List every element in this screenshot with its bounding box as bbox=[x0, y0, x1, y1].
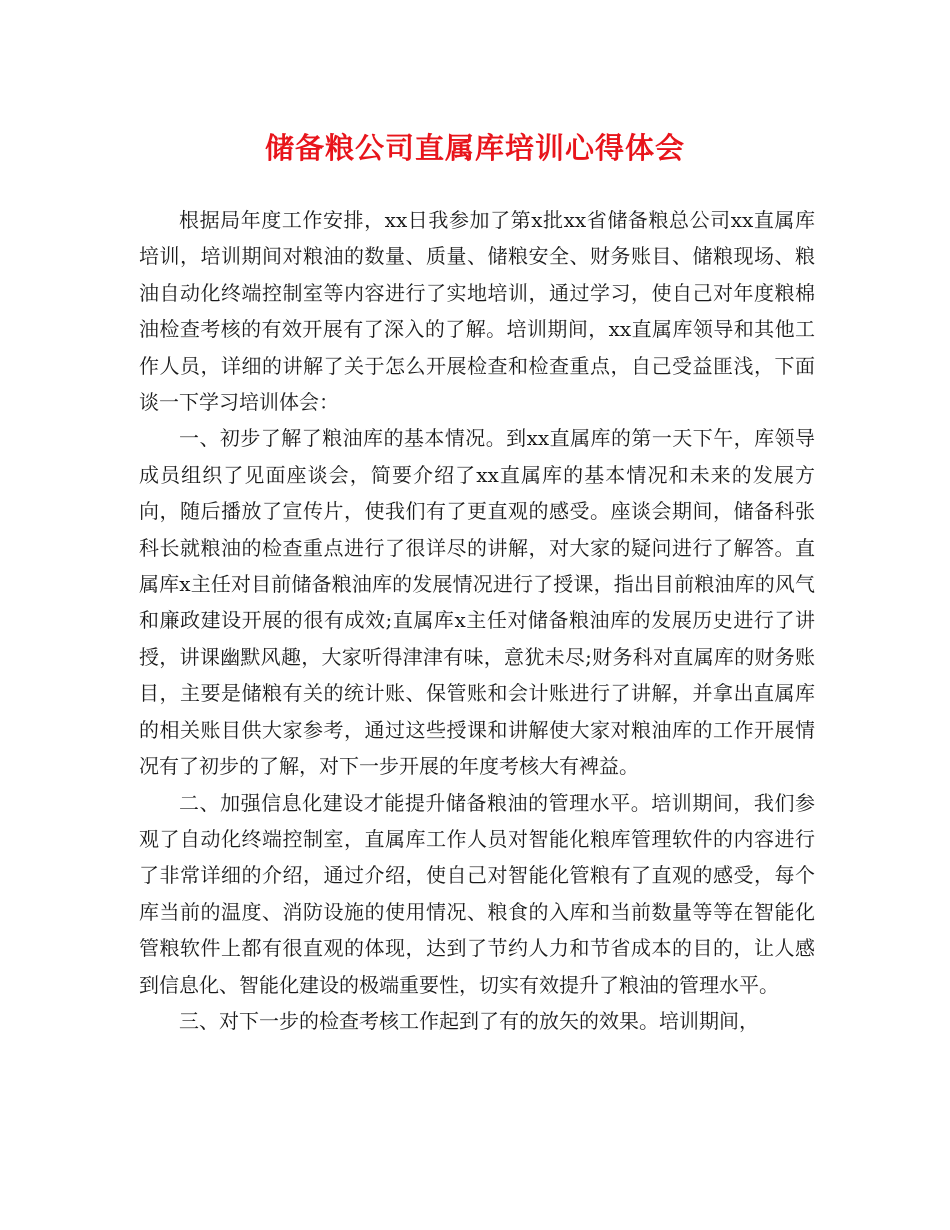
paragraph-section-2: 二、加强信息化建设才能提升储备粮油的管理水平。培训期间，我们参观了自动化终端控制室，直属库工作人员对智能化粮库管理软件的内容进行了非常详细的介绍，通过介绍，使自己对智能化管粮有了直观的感受，每个库当前的温度、消防设施的使用情况、粮食的入库和当前数量等等在智能化管粮软件上都有很直观的体现，达到了节约人力和节省成本的目的，让人感到信息化、智能化建设的极端重要性，切实有效提升了粮油的管理水平。 bbox=[139, 790, 815, 997]
paragraph-section-1: 一、初步了解了粮油库的基本情况。到xx直属库的第一天下午，库领导成员组织了见面座谈会，简要介绍了xx直属库的基本情况和未来的发展方向，随后播放了宣传片，使我们有了更直观的感受。座谈会期间，储备科张科长就粮油的检查重点进行了很详尽的讲解，对大家的疑问进行了解答。直属库x主任对目前储备粮油库的发展情况进行了授课，指出目前粮油库的风气和廉政建设开展的很有成效;直属库x主任对储备粮油库的发展历史进行了讲授，讲课幽默风趣，大家听得津津有味，意犹未尽;财务科对直属库的财务账目，主要是储粮有关的统计账、保管账和会计账进行了讲解，并拿出直属库的相关账目供大家参考，通过这些授课和讲解使大家对粮油库的工作开展情况有了初步的了解，对下一步开展的年度考核大有裨益。 bbox=[139, 426, 815, 779]
document-body bbox=[139, 202, 815, 1039]
paragraph-intro: 根据局年度工作安排，xx日我参加了第x批xx省储备粮总公司xx直属库培训，培训期间对粮油的数量、质量、储粮安全、财务账目、储粮现场、粮油自动化终端控制室等内容进行了实地培训，通过学习，使自己对年度粮棉油检查考核的有效开展有了深入的了解。培训期间，xx直属库领导和其他工作人员，详细的讲解了关于怎么开展检查和检查重点，自己受益匪浅，下面谈一下学习培训体会： bbox=[139, 208, 815, 415]
paragraph-section-3: 三、对下一步的检查考核工作起到了有的放矢的效果。培训期间， bbox=[179, 1008, 759, 1033]
document-title: 储备粮公司直属库培训心得体会 bbox=[264, 131, 685, 165]
